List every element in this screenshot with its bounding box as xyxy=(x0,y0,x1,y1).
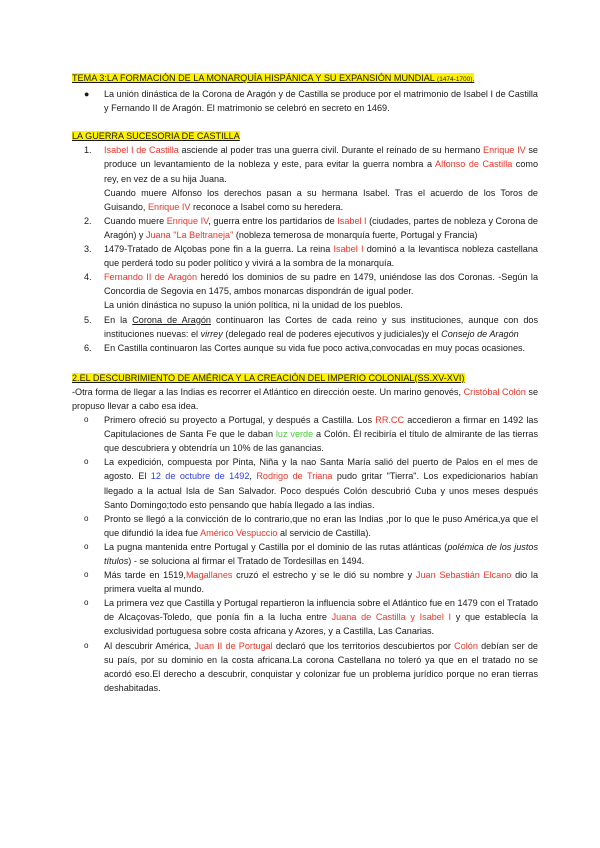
item-text xyxy=(104,270,538,312)
highlighted-term: Consejo de Aragón xyxy=(441,328,519,339)
item-text xyxy=(104,143,538,213)
item-number: 3. xyxy=(84,244,92,255)
text-run: En la xyxy=(104,314,133,325)
item-text xyxy=(104,512,538,540)
text-run: heredó los dominios de su padre en 1479, uniéndose las dos Coronas. -Según la Concordia de Segovia en 1475, ambos monarcas dispondrán de igual poder. xyxy=(104,272,538,297)
numbered-item xyxy=(72,341,538,355)
circle-bullet-icon: o xyxy=(84,457,89,467)
text-run: al servicio de Castilla). xyxy=(277,527,371,538)
item-text xyxy=(104,214,538,242)
numbered-item xyxy=(72,313,538,341)
circle-bullet-icon: o xyxy=(84,598,89,608)
item-text xyxy=(104,568,538,596)
item-paragraph xyxy=(104,214,538,242)
text-run: accedieron a firmar en 1492 las Capitulaciones de Santa Fe que le daban xyxy=(104,415,538,440)
section1-heading-text: LA GUERRA SUCESORIA DE CASTILLA xyxy=(72,131,240,142)
item-continuation xyxy=(104,298,538,312)
intro-bullet-text: La unión dinástica de la Corona de Aragón y de Castilla se produce por el matrimonio de Isabel I de Castilla y Fernando II de Aragón. El matrimonio se celebró en secreto en 1469. xyxy=(104,89,538,114)
text-run: pudo gritar "Tierra". Los expedicionarios habían llegado a la actual Isla de San Salvador. Poco después Colón descubrió Cuba y unos meses después Santo Domingo;todo esto pensando que había llegado a las indias. xyxy=(104,471,538,510)
text-run: y que establecía la exclusividad portuguesa sobre costa africana y Azores, y a Castilla, Las Canarias. xyxy=(104,612,538,637)
text-run: Más tarde en 1519, xyxy=(104,570,186,581)
highlighted-term: Isabel I xyxy=(333,244,364,255)
highlighted-term: Isabel I de Castilla xyxy=(104,145,179,156)
text-run: La expedición, compuesta por Pinta, Niña y la nao Santa María salió del puerto de Palos en el mes de agosto. El xyxy=(104,457,538,482)
item-text xyxy=(104,341,538,355)
circle-bullet-item xyxy=(72,512,538,540)
text-run: reconoce a Isabel como su heredera. xyxy=(190,201,344,212)
text-run: cruzó el estrecho y se le dió su nombre y xyxy=(232,570,416,581)
numbered-item xyxy=(72,242,538,270)
item-paragraph xyxy=(104,270,538,298)
item-text xyxy=(104,596,538,638)
highlighted-term: Rodrigo de Triana xyxy=(256,471,333,482)
text-run: Pronto se llegó a la convicción de lo contrario,que no eran las Indias ,por lo que le puso América,ya que el que difundió la idea fue xyxy=(104,513,538,538)
text-run: La primera vez que Castilla y Portugal repartieron la influencia sobre el Atlántico fue en 1479 con el Tratado de Alcaçovas-Toledo, que ponía fin a la lucha entre xyxy=(104,598,538,623)
circle-bullet-icon: o xyxy=(84,570,89,580)
item-number: 1. xyxy=(84,145,92,156)
highlighted-term: Juan II de Portugal xyxy=(194,640,273,651)
section1-list xyxy=(72,143,538,354)
text-run: Primero ofreció su proyecto a Portugal, y después a Castilla. Los xyxy=(104,415,376,426)
item-text xyxy=(104,540,538,568)
text-run: dominó a la levantisca nobleza castellana que perderá todo su poder político y vivirá a la sombra de la monarquía. xyxy=(104,244,538,269)
text-run: dio la primera vuelta al mundo. xyxy=(104,570,538,595)
highlighted-term: RR.CC xyxy=(375,415,405,426)
highlighted-term: Juana "La Beltraneja" xyxy=(145,229,234,240)
text-run: -Otra forma de llegar a las Indias es recorrer el Atlántico en dirección oeste. Un marino genovés, xyxy=(72,386,464,397)
circle-bullet-icon: o xyxy=(84,513,89,523)
section2-intro xyxy=(72,385,538,413)
bullet-dot-icon: ● xyxy=(84,89,90,100)
title-years: (1474-1700). xyxy=(437,76,475,83)
circle-bullet-icon: o xyxy=(84,541,89,551)
text-run: (delegado real de poderes ejecutivos y judiciales)y el xyxy=(222,328,442,339)
section1-heading xyxy=(72,129,538,143)
text-run: (nobleza temerosa de monarquía fuerte, Portugal y Francia) xyxy=(233,229,478,240)
circle-bullet-icon: o xyxy=(84,415,89,425)
item-paragraph xyxy=(104,341,538,355)
item-text xyxy=(104,413,538,455)
item-paragraph xyxy=(104,242,538,270)
text-run: como rey, en vez de a su hija Juana. xyxy=(104,159,539,184)
item-paragraph xyxy=(104,143,538,185)
item-continuation xyxy=(104,186,538,214)
text-run: se propuso llevar a cabo esa idea. xyxy=(72,386,539,411)
text-run: , xyxy=(249,471,257,482)
highlighted-term: Juana de Castilla y Isabel I xyxy=(331,612,452,623)
highlighted-term: Isabel I xyxy=(337,215,367,226)
text-run: La pugna mantenida entre Portugal y Castilla por el dominio de las rutas atlánticas ( xyxy=(104,541,448,552)
text-run: se produce un levantamiento de la nobleza y este, para evitar la guerra nombra a xyxy=(104,145,538,170)
highlighted-term: Enrique IV xyxy=(166,215,209,226)
section2-list xyxy=(72,413,538,695)
text-run: En Castilla continuaron las Cortes aunque su vida fue poco activa,convocadas en muy pocas ocasiones. xyxy=(104,342,526,353)
text-run: (ciudades, partes de nobleza y Corona de Aragón) y xyxy=(104,215,538,240)
highlighted-term: Enrique IV xyxy=(147,201,191,212)
text-run: Cuando muere xyxy=(104,215,167,226)
highlighted-term: Corona de Aragón xyxy=(132,314,211,325)
item-number: 4. xyxy=(84,272,92,283)
highlighted-term: Juan Sebastián Elcano xyxy=(415,570,512,581)
numbered-item xyxy=(72,270,538,312)
text-run: declaró que los territorios descubiertos por xyxy=(272,640,455,651)
text-run: asciende al poder tras una guerra civil. Durante el reinado de su hermano xyxy=(178,145,484,156)
highlighted-term: Colón xyxy=(454,640,478,651)
intro-bullet xyxy=(72,87,538,115)
highlighted-term: 12 de octubre de 1492 xyxy=(150,471,250,482)
highlighted-term: Cristóbal Colón xyxy=(463,386,526,397)
text-run: continuaron las Cortes de cada reino y sus instituciones, aunque con dos instituciones nuevas: el xyxy=(104,314,538,339)
item-paragraph xyxy=(104,313,538,341)
text-run: a Colón. Él recibiría el título de almirante de las tierras que descubriera y obtendría un 10% de las ganancias. xyxy=(104,429,538,454)
text-run: ) - se soluciona al firmar el Tratado de Tordesillas en 1494. xyxy=(128,556,365,566)
item-text xyxy=(104,242,538,270)
text-run: Cuando muere Alfonso los derechos pasan a su hermana Isabel. Tras el acuerdo de los Toros de Guisando, xyxy=(104,187,538,212)
circle-bullet-icon: o xyxy=(84,640,89,650)
item-text xyxy=(104,313,538,341)
item-text xyxy=(104,455,538,511)
document-title xyxy=(72,71,538,87)
circle-bullet-item xyxy=(72,568,538,596)
title-main: TEMA 3:LA FORMACIÓN DE LA MONARQUÍA HISPÁNICA Y SU EXPANSIÓN MUNDIAL xyxy=(72,73,438,83)
highlighted-term: virrey xyxy=(200,328,223,339)
circle-bullet-item xyxy=(72,639,538,695)
item-number: 2. xyxy=(84,215,92,226)
text-run: debían ser de su país, por su dominio en la costa africana.La corona Castellana no toleró ya que en el tratado no se acordó eso.El derecho a descubrir, conquistar y colonizar fue un problema jurídico porque no eran tierras deshabitadas. xyxy=(104,640,538,693)
item-number: 6. xyxy=(84,342,92,353)
highlighted-term: polémica de los justos títulos xyxy=(104,541,538,566)
text-run: , guerra entre los partidarios de xyxy=(208,215,338,226)
text-run: La unión dinástica no supuso la unión política, ni la unidad de los pueblos. xyxy=(104,300,403,311)
circle-bullet-item xyxy=(72,413,538,455)
section2-heading xyxy=(72,371,538,385)
circle-bullet-item xyxy=(72,455,538,511)
highlighted-term: Fernando II de Aragón xyxy=(104,272,198,283)
numbered-item xyxy=(72,214,538,242)
item-text xyxy=(104,639,538,695)
item-number: 5. xyxy=(84,314,92,325)
text-run: 1479-Tratado de Alçobas pone fin a la guerra. La reina xyxy=(104,244,334,255)
highlighted-term: Américo Vespuccio xyxy=(200,527,278,538)
highlighted-term: Alfonso de Castilla xyxy=(435,159,513,170)
highlighted-term: Enrique IV xyxy=(483,145,526,156)
circle-bullet-item xyxy=(72,540,538,568)
circle-bullet-item xyxy=(72,596,538,638)
highlighted-term: Magallanes xyxy=(185,570,233,581)
highlighted-term: luz verde xyxy=(275,429,314,440)
text-run: Al descubrir América, xyxy=(104,640,195,651)
numbered-item xyxy=(72,143,538,213)
section2-heading-text: 2.EL DESCUBRIMIENTO DE AMÉRICA Y LA CREACIÓN DEL IMPERIO COLONIAL(SS.XV-XVI) xyxy=(72,372,465,383)
